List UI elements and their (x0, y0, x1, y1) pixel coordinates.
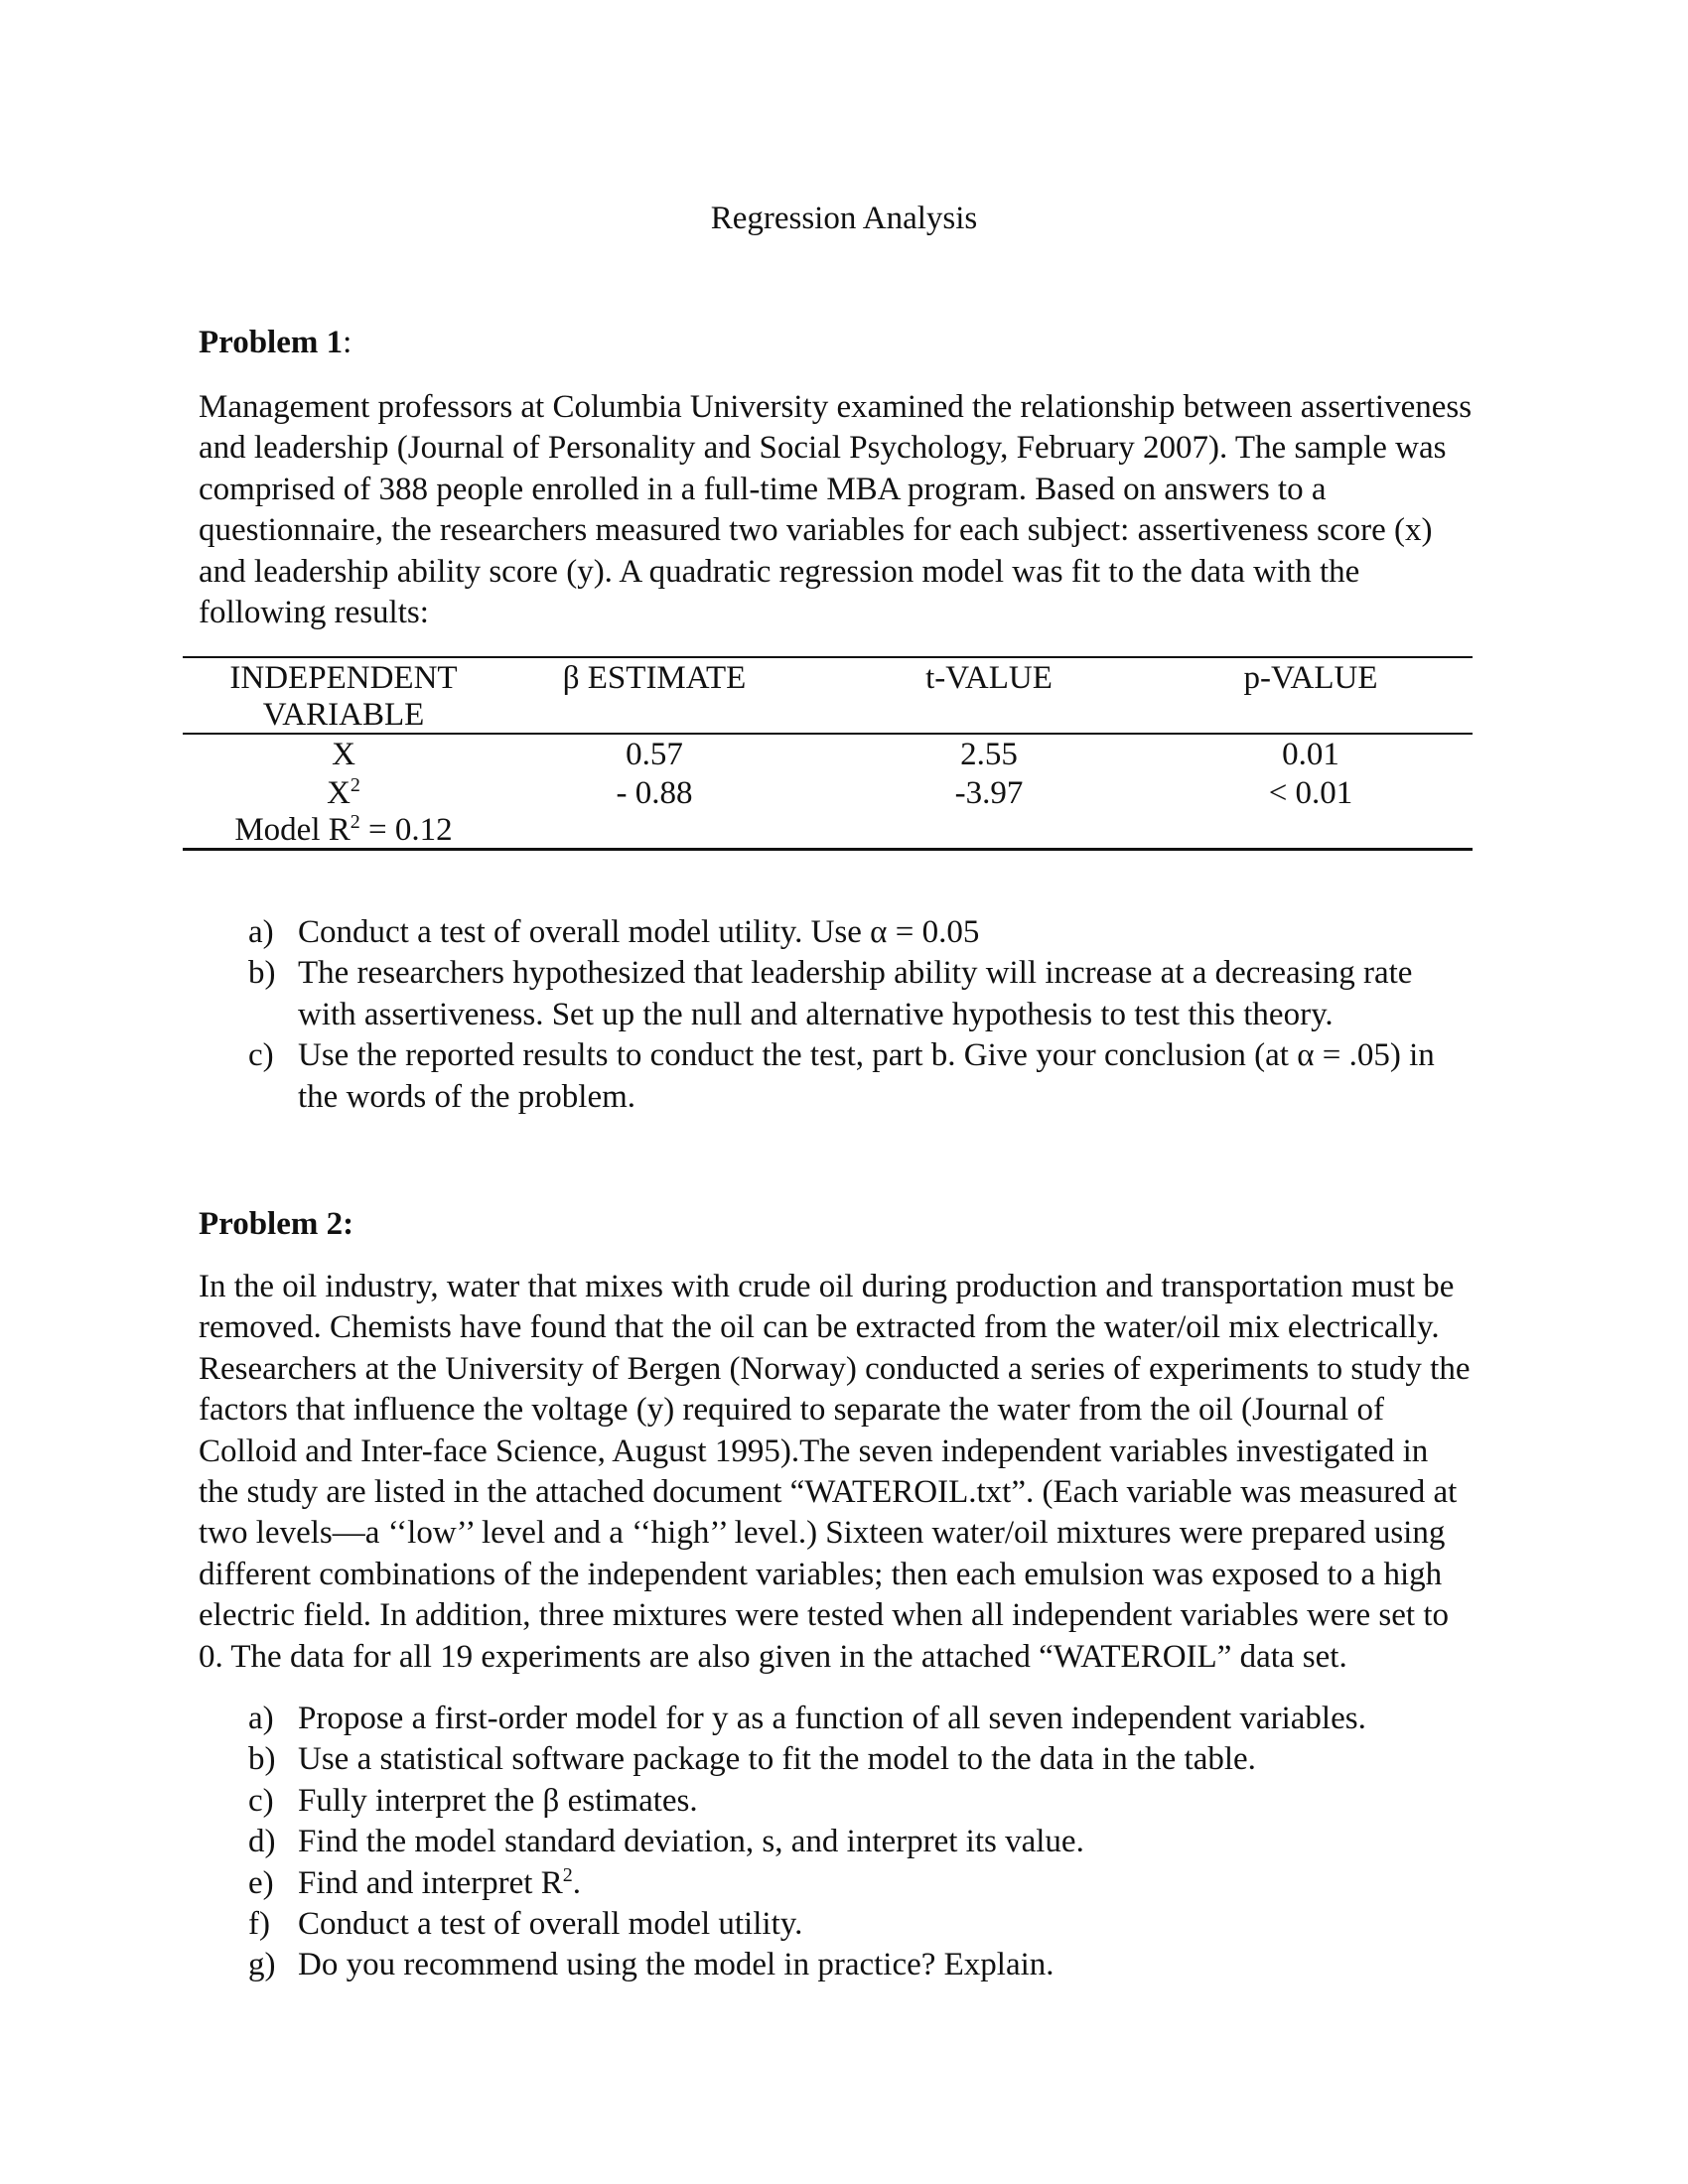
row-x-t: 2.55 (960, 737, 1018, 772)
document-title: Regression Analysis (710, 201, 978, 236)
question-a (248, 912, 1435, 953)
model-r2-value: = 0.12 (359, 812, 453, 848)
question-b (248, 1739, 1366, 1780)
question-label: a) (248, 914, 274, 950)
table-top-rule (183, 656, 1473, 658)
paragraph-line: two levels—a ‘‘low’’ level and a ‘‘high’’ level.) Sixteen water/oil mixtures were prepared using (199, 1515, 1446, 1552)
table-bottom-rule (183, 848, 1473, 851)
question-text: Use a statistical software package to fit the model to the data in the table. (298, 1741, 1256, 1778)
paragraph-line: questionnaire, the researchers measured two variables for each subject: assertiveness score (x) (199, 512, 1433, 549)
paragraph-line: comprised of 388 people enrolled in a full-time MBA program. Based on answers to a (199, 471, 1327, 507)
question-c (248, 1781, 1366, 1822)
exponent: 2 (562, 1863, 573, 1886)
question-text: Conduct a test of overall model utility. (298, 1905, 803, 1942)
paragraph-line: and leadership (Journal of Personality and Social Psychology, February 2007). The sample was (199, 430, 1447, 467)
question-label: a) (248, 1701, 274, 1736)
problem-2-paragraph (199, 1267, 1470, 1678)
question-g (248, 1945, 1366, 1985)
row-x2-p: < 0.01 (1268, 775, 1353, 811)
model-r2-prefix: Model R (234, 812, 351, 848)
paragraph-line: factors that influence the voltage (y) required to separate the water from the oil (Journal of (199, 1392, 1384, 1429)
header-beta-estimate: β ESTIMATE (562, 660, 747, 696)
header-variable: VARIABLE (262, 697, 425, 733)
question-label: d) (248, 1824, 276, 1860)
paragraph-line: removed. Chemists have found that the oil can be extracted from the water/oil mix electrically. (199, 1309, 1440, 1346)
row-x2-beta: - 0.88 (616, 775, 693, 811)
problem-1-heading-text: Problem 1 (199, 325, 344, 360)
question-label: b) (248, 1741, 276, 1778)
question-text: Conduct a test of overall model utility. Use α = 0.05 (298, 914, 980, 950)
question-label: g) (248, 1947, 276, 1983)
row-x-variable: X (332, 737, 355, 772)
problem-2-questions (248, 1699, 1366, 1986)
question-text: Find the model standard deviation, s, and interpret its value. (298, 1824, 1084, 1860)
row-x2-t: -3.97 (954, 775, 1024, 811)
question-label: e) (248, 1864, 274, 1901)
question-a (248, 1699, 1366, 1739)
question-label: c) (248, 1782, 274, 1819)
question-text: Use the reported results to conduct the test, part b. Give your conclusion (at α = .05) in (298, 1037, 1435, 1074)
paragraph-line: Researchers at the University of Bergen (Norway) conducted a series of experiments to study the (199, 1350, 1471, 1387)
question-c (248, 1035, 1435, 1076)
problem-1-heading-colon: : (343, 325, 352, 360)
model-r2 (195, 811, 492, 849)
paragraph-line: and leadership ability score (y). A quadratic regression model was fit to the data with the (199, 553, 1360, 590)
paragraph-line: different combinations of the independent variables; then each emulsion was exposed to a high (199, 1556, 1443, 1592)
header-independent: INDEPENDENT (229, 660, 458, 696)
header-p-value: p-VALUE (1243, 660, 1378, 696)
problem-1-questions (248, 912, 1435, 1118)
question-b-continued: with assertiveness. Set up the null and alternative hypothesis to test this theory. (298, 996, 1334, 1032)
question-text: The researchers hypothesized that leadership ability will increase at a decreasing rate (298, 955, 1413, 992)
question-label: c) (248, 1037, 274, 1074)
paragraph-line: following results: (199, 594, 429, 630)
problem-1-heading (199, 323, 352, 363)
paragraph-line: 0. The data for all 19 experiments are also given in the attached “WATEROIL” data set. (199, 1638, 1347, 1675)
row-x-p: 0.01 (1282, 737, 1339, 772)
row-x2-variable (195, 774, 492, 812)
row-x-beta: 0.57 (626, 737, 683, 772)
question-c-continued: the words of the problem. (298, 1078, 636, 1115)
question-b (248, 953, 1435, 994)
header-t-value: t-VALUE (925, 660, 1053, 696)
question-text-main: Find and interpret R (298, 1864, 563, 1901)
variable-name: X (327, 775, 351, 811)
question-label: f) (248, 1905, 270, 1942)
question-text: Propose a first-order model for y as a function of all seven independent variables. (298, 1701, 1366, 1736)
question-text-suffix: . (572, 1864, 581, 1901)
question-text: Do you recommend using the model in practice? Explain. (298, 1947, 1055, 1983)
paragraph-line: the study are listed in the attached document “WATEROIL.txt”. (Each variable was measured at (199, 1473, 1458, 1510)
question-text (298, 1863, 581, 1904)
question-e (248, 1863, 1366, 1904)
exponent: 2 (350, 811, 360, 833)
question-text: Fully interpret the β estimates. (298, 1782, 698, 1819)
paragraph-line: In the oil industry, water that mixes with crude oil during production and transportation must be (199, 1269, 1455, 1304)
question-label: b) (248, 955, 276, 992)
paragraph-line: Management professors at Columbia University examined the relationship between assertiveness (199, 389, 1473, 425)
paragraph-line: Colloid and Inter-face Science, August 1995).The seven independent variables investigated in (199, 1433, 1429, 1469)
problem-2-heading: Problem 2: (199, 1206, 354, 1242)
table-header-rule (183, 733, 1473, 735)
question-d (248, 1822, 1366, 1862)
exponent: 2 (350, 774, 360, 796)
question-f (248, 1904, 1366, 1945)
paragraph-line: electric field. In addition, three mixtures were tested when all independent variables were set to (199, 1597, 1450, 1634)
problem-1-paragraph (199, 387, 1472, 633)
